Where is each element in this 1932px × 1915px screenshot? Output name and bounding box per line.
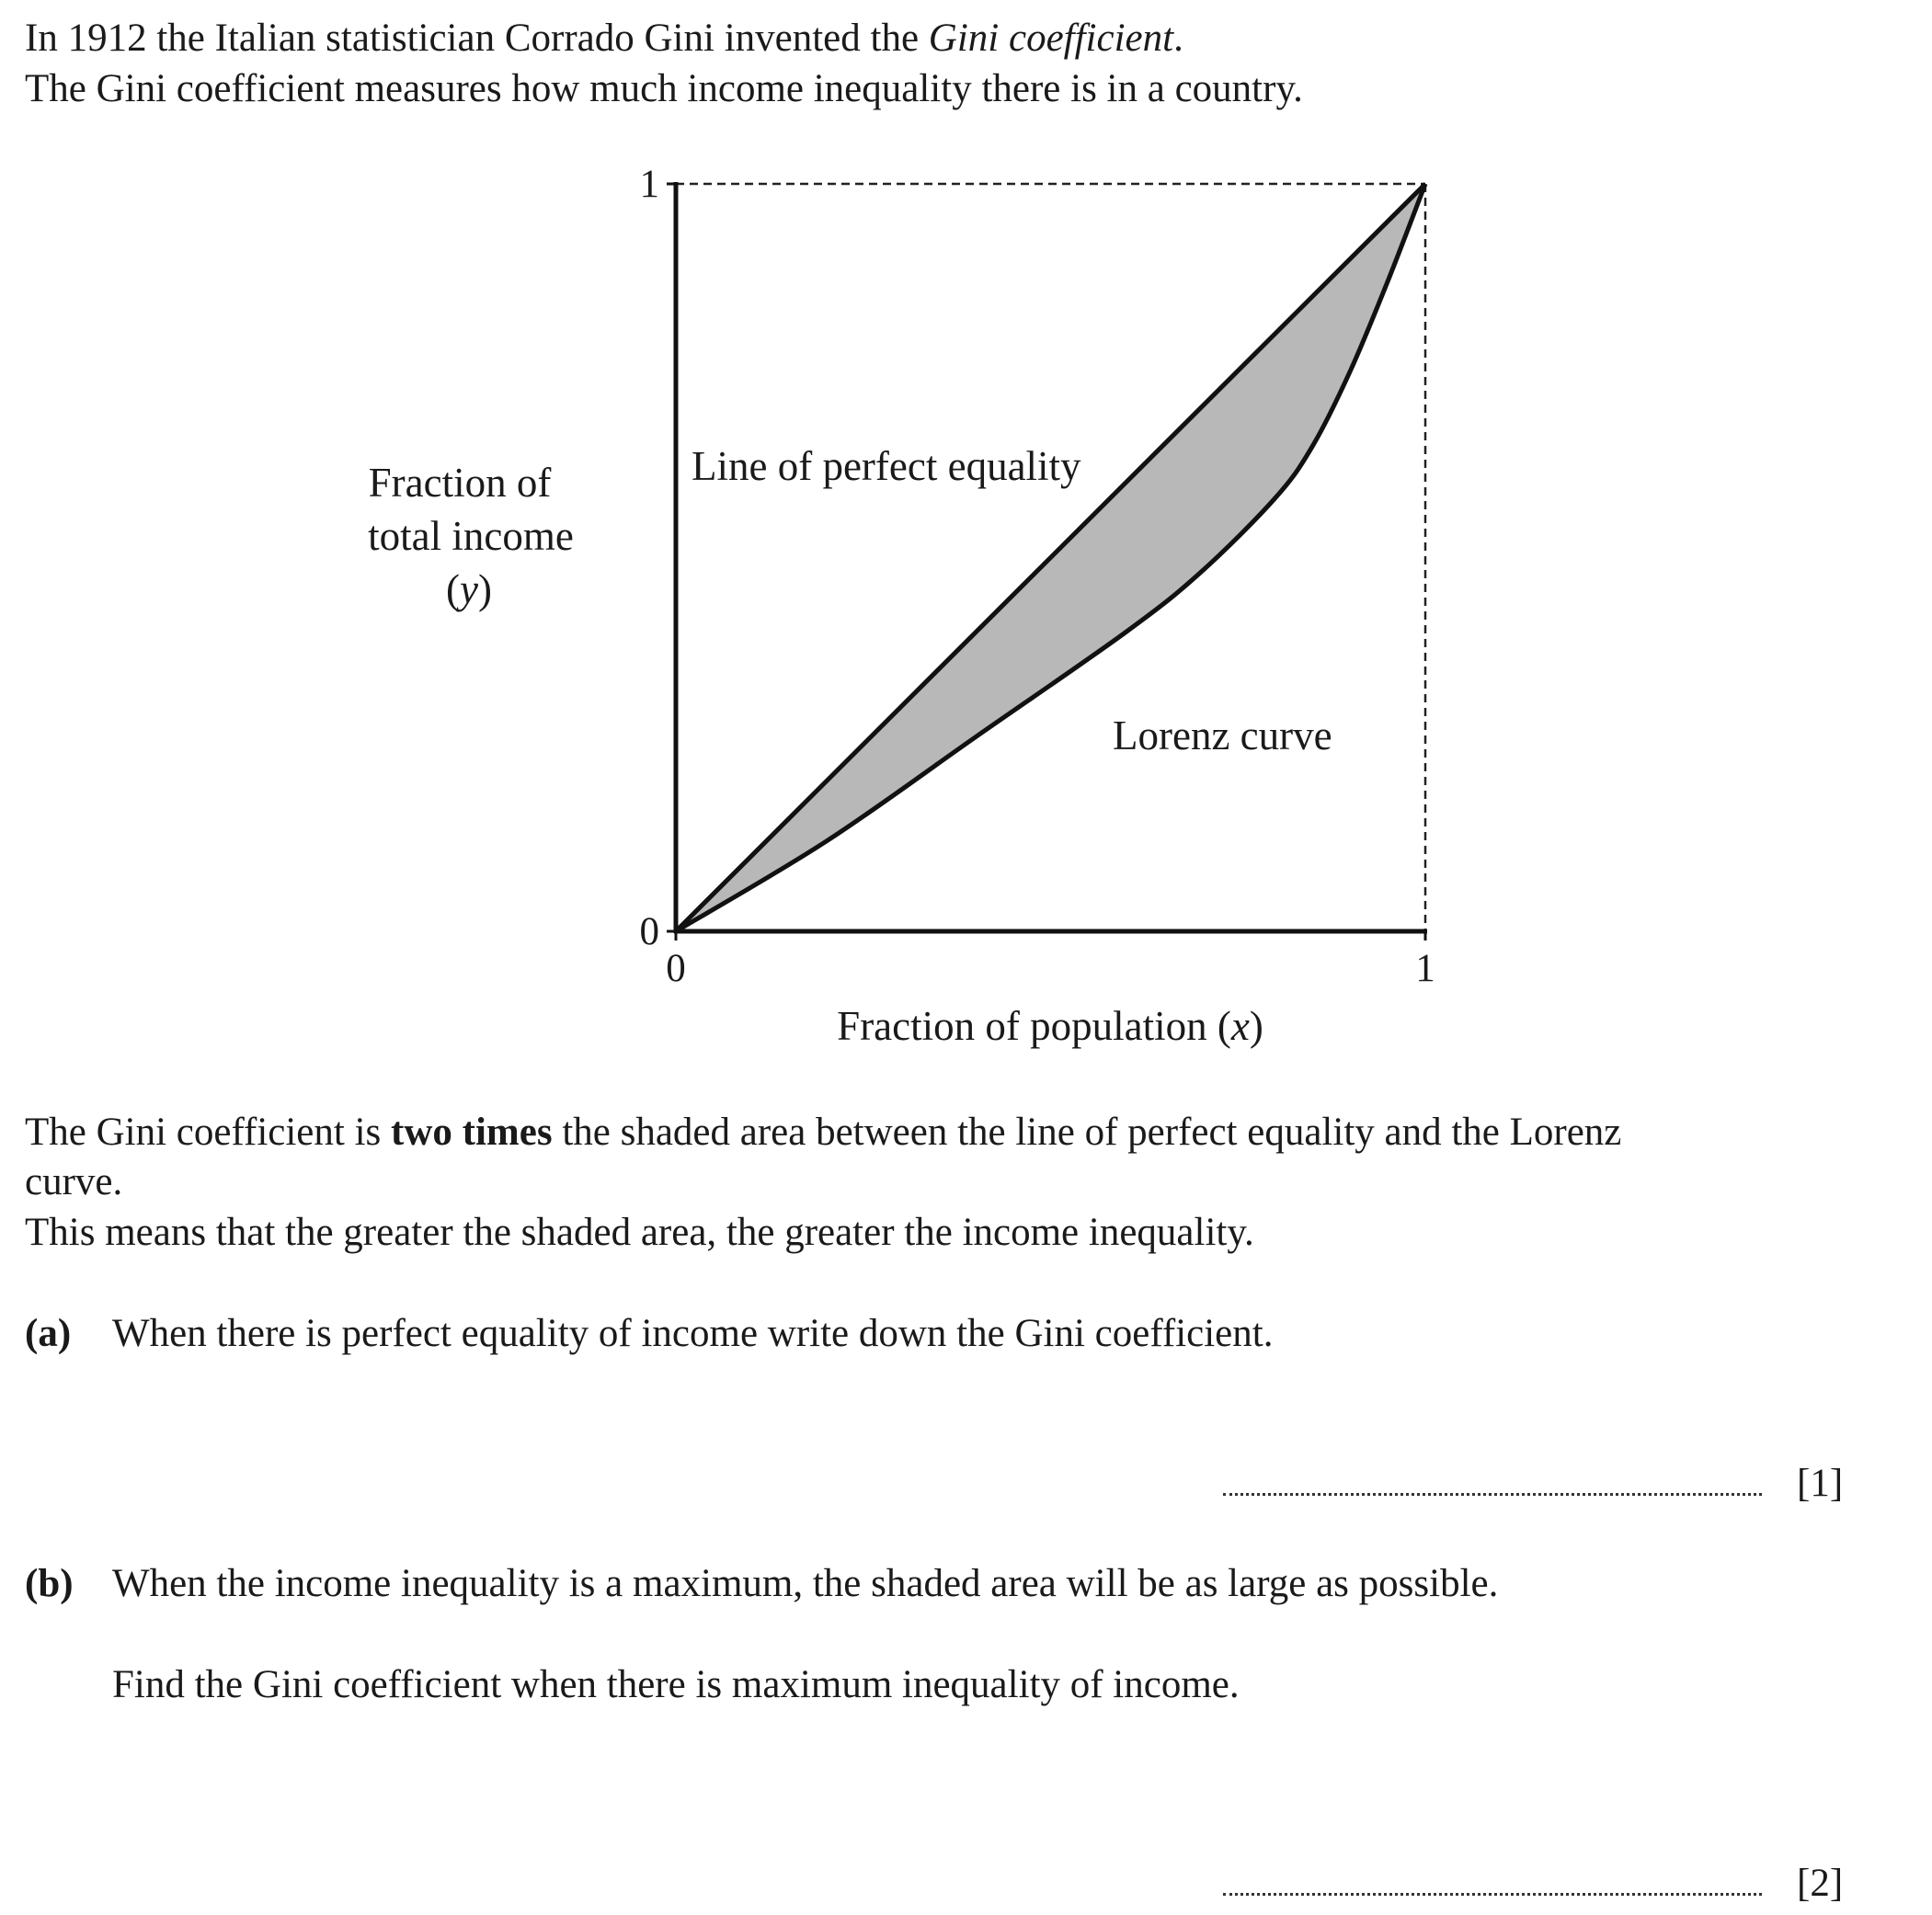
y-tick-label-0: 0 [639,910,659,953]
question-b-part-2: Find the Gini coefficient when there is maximum inequality of income. [112,1663,1240,1706]
explanation-line-1 [25,1109,1621,1157]
intro-line-2: The Gini coefficient measures how much income inequality there is in a country. [25,67,1303,110]
answer-line-a [1223,1460,1843,1508]
marks-b: [2] [1797,1862,1844,1905]
line-of-perfect-equality [676,184,1425,931]
question-a [25,1310,1273,1358]
answer-line-b [1223,1860,1843,1908]
gini-term: Gini coefficient [928,17,1174,60]
y-axis-label-line2: total income [368,513,574,559]
explanation-line-2: This means that the greater the shaded area, the greater the income inequality. [25,1211,1254,1254]
y-tick-label-1: 1 [639,163,659,206]
explanation-text: The Gini coefficient is [25,1111,392,1154]
explanation-line-1-wrap: curve. [25,1160,123,1203]
answer-b-dotted-line[interactable] [1223,1865,1762,1896]
equality-line-label: Line of perfect equality [692,443,1081,489]
question-b [25,1560,1498,1608]
answer-a-dotted-line[interactable] [1223,1465,1762,1496]
question-b-text: When the income inequality is a maximum, the shaded area will be as large as possible. [112,1562,1499,1605]
question-b-label: (b) [25,1562,74,1605]
x-axis-label: Fraction of population (x) [837,1003,1263,1049]
marks-a: [1] [1797,1462,1844,1505]
lorenz-curve-label: Lorenz curve [1113,712,1332,758]
explanation-text-cont: the shaded area between the line of perfect equality and the Lorenz [552,1111,1622,1154]
intro-period: . [1173,17,1183,60]
question-a-label: (a) [25,1312,72,1355]
x-tick-label-0: 0 [666,947,686,990]
emphasis-two-times: two times [391,1111,553,1154]
y-axis-label-var: (y) [446,566,492,612]
x-tick-label-1: 1 [1415,947,1435,990]
intro-text: In 1912 the Italian statistician Corrado Gini invented the [25,17,929,60]
y-axis-label-line1: Fraction of [368,460,552,506]
question-a-text: When there is perfect equality of income write down the Gini coefficient. [112,1312,1274,1355]
